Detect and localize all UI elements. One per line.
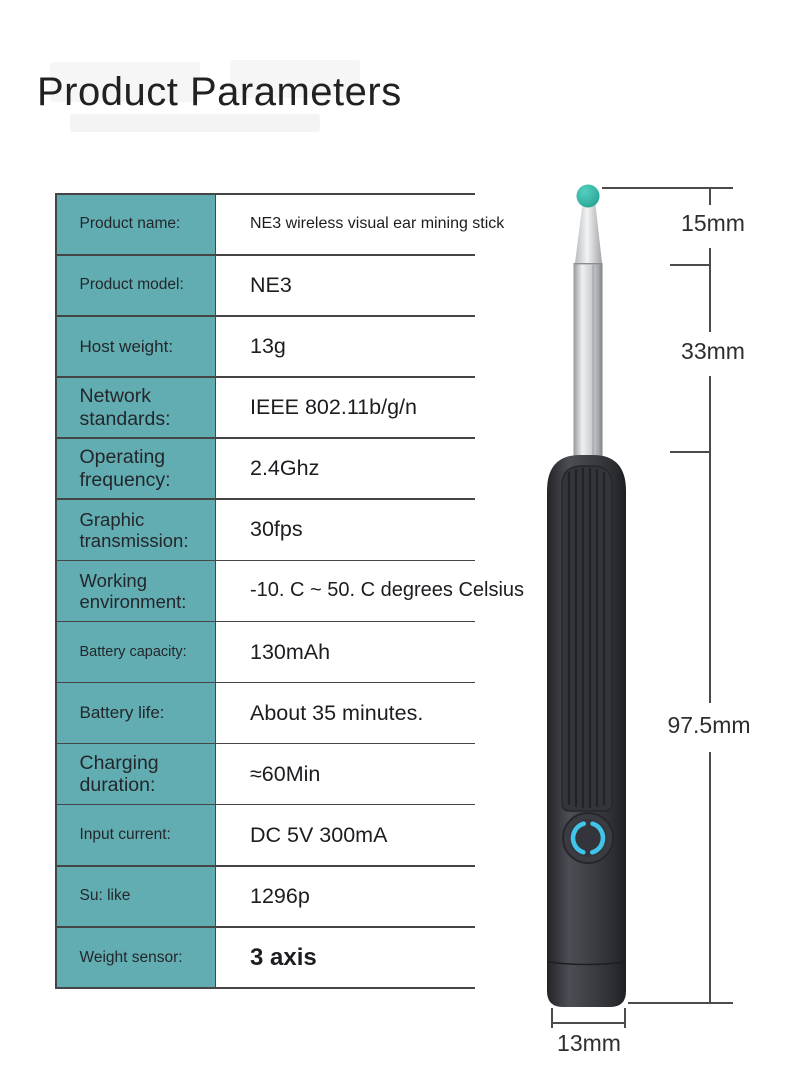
row-value-operating-frequency: 2.4Ghz — [216, 439, 524, 499]
row-value-product-name: NE3 wireless visual ear mining stick — [216, 195, 524, 255]
row-label-battery-capacity: Battery capacity: — [57, 622, 215, 682]
row-label-graphic-transmission: Graphic transmission: — [57, 500, 215, 560]
row-value-resolution: 1296p — [216, 867, 524, 927]
row-value-weight-sensor: 3 axis — [216, 928, 524, 988]
page-title: Product Parameters — [37, 70, 402, 114]
device-body — [547, 455, 626, 1007]
dimension-label-body: 97.5mm — [667, 712, 751, 738]
row-value-host-weight: 13g — [216, 317, 524, 377]
dimension-label-tip: 15mm — [681, 210, 745, 236]
row-value-input-current: DC 5V 300mA — [216, 805, 524, 865]
power-button — [563, 813, 613, 863]
row-value-charging-duration: ≈60Min — [216, 744, 524, 804]
row-label-battery-life: Battery life: — [57, 683, 215, 743]
row-label-operating-frequency: Operating frequency: — [57, 439, 215, 499]
row-label-network-standards: Network standards: — [57, 378, 215, 438]
dimension-label-width: 13mm — [557, 1030, 621, 1056]
row-label-weight-sensor: Weight sensor: — [57, 928, 215, 988]
row-value-graphic-transmission: 30fps — [216, 500, 524, 560]
device-illustration — [480, 155, 790, 1092]
row-label-product-model: Product model: — [57, 256, 215, 316]
spec-table — [55, 193, 525, 989]
camera-tip-ball — [577, 185, 600, 208]
row-label-charging-duration: Charging duration: — [57, 744, 215, 804]
probe-shaft — [574, 200, 603, 463]
dimension-label-probe: 33mm — [681, 338, 745, 364]
row-value-battery-life: About 35 minutes. — [216, 683, 524, 743]
row-value-product-model: NE3 — [216, 256, 524, 316]
row-label-input-current: Input current: — [57, 805, 215, 865]
row-value-working-environment: -10. C ~ 50. C degrees Celsius — [216, 561, 524, 621]
row-label-resolution: Su: like — [57, 867, 215, 927]
watermark-remnant — [70, 114, 320, 132]
row-label-product-name: Product name: — [57, 195, 215, 255]
row-value-battery-capacity: 130mAh — [216, 622, 524, 682]
row-value-network-standards: IEEE 802.11b/g/n — [216, 378, 524, 438]
row-label-host-weight: Host weight: — [57, 317, 215, 377]
row-label-working-environment: Working environment: — [57, 561, 215, 621]
